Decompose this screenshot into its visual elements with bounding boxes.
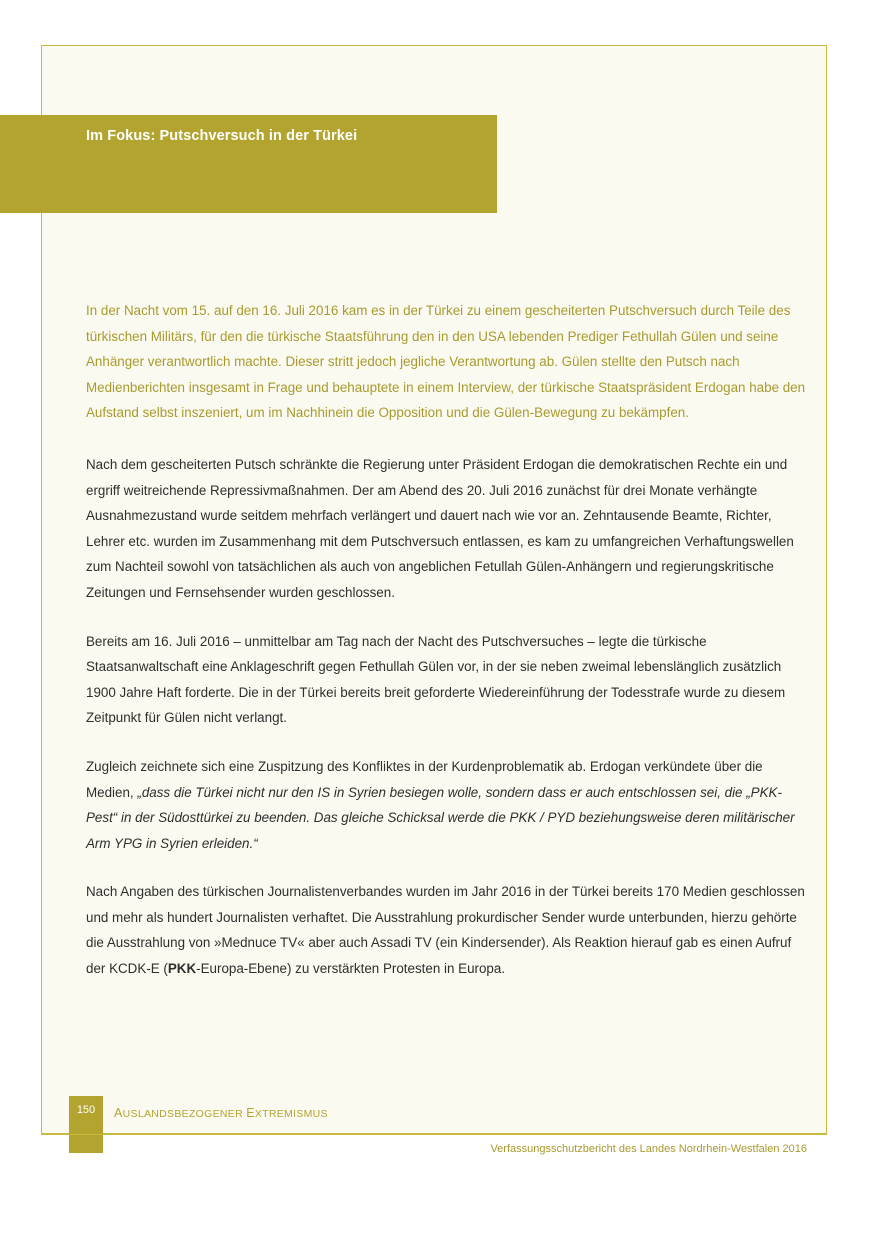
footer-page-number: 150	[76, 1104, 96, 1116]
body-text-column	[86, 298, 808, 1005]
footer-section-initial-1: A	[114, 1106, 123, 1120]
pkk-bold-term: PKK	[167, 961, 197, 977]
footer-section-rest-1: USLANDSBEZOGENER	[122, 1108, 247, 1120]
footer-section-label	[114, 1106, 328, 1120]
footer-report-title: Verfassungsschutzbericht des Landes Nordrhein-Westfalen 2016	[490, 1143, 807, 1155]
paragraph-body-2: Bereits am 16. Juli 2016 – unmittelbar am Tag nach der Nacht des Putschversuches – legte die türkische Staatsanwaltschaft eine Anklageschrift gegen Fethullah Gülen vor, in der sie neben zweimal lebenslänglich zusätzlich 1900 Jahre Haft forderte. Die in der Türkei bereits breit geforderte Wiedereinführung der Todesstrafe wurde zu diesem Zeitpunkt für Gülen nicht verlangt.	[86, 633, 786, 726]
paragraph-lead: In der Nacht vom 15. auf den 16. Juli 2016 kam es in der Türkei zu einem gescheiterten Putschversuch durch Teile des türkischen Militärs, für den die türkische Staatsführung den in den USA lebenden Prediger Fethullah Gülen und seine Anhänger verantwortlich machte. Dieser stritt jedoch jegliche Verantwortung ab. Gülen stellte den Putsch nach Medienberichten insgesamt in Frage und behauptete in einem Interview, der türkische Staatspräsident Erdogan habe den Aufstand selbst inszeniert, um im Nachhinein die Opposition und die Gülen-Bewegung zu bekämpfen.	[86, 303, 806, 421]
quote-italic-text: „dass die Türkei nicht nur den IS in Syrien besiegen wolle, sondern dass er auch entschlossen sei, die „PKK-Pest“ in der Südosttürkei zu beenden. Das gleiche Schicksal werde die PKK / PYD beziehungsweise deren militärischer Arm YPG in Syrien erleiden.“	[86, 784, 795, 851]
focus-box-title: Im Fokus: Putschversuch in der Türkei	[86, 128, 358, 144]
media-text-after: -Europa-Ebene) zu verstärkten Protesten in Europa.	[196, 961, 506, 977]
media-text-before: Nach Angaben des türkischen Journalistenverbandes wurden im Jahr 2016 in der Türkei bereits 170 Medien geschlossen und mehr als hundert Journalisten verhaftet. Die Ausstrahlung prokurdischer Sender wurde unterbunden, hierzu gehörte die Ausstrahlung von »Mednuce TV« aber auch Assadi TV (ein Kindersender). Als Reaktion hierauf gab es einen Aufruf der KCDK-E (	[86, 884, 805, 977]
paragraph-body-1: Nach dem gescheiterten Putsch schränkte die Regierung unter Präsident Erdogan die demokratischen Rechte ein und ergriff weitreichende Repressivmaßnahmen. Der am Abend des 20. Juli 2016 zunächst für drei Monate verhängte Ausnahmezustand wurde seitdem mehrfach verlängert und dauert nach wie vor an. Zehntausende Beamte, Richter, Lehrer etc. wurden im Zusammenhang mit dem Putschversuch entlassen, es kam zu umfangreichen Verhaftungswellen zum Nachteil sowohl von tatsächlichen als auch von angeblichen Fetullah Gülen-Anhängern und regierungskritische Zeitungen und Fernsehsender wurden geschlossen.	[86, 456, 794, 600]
footer-section-initial-2: E	[246, 1106, 255, 1120]
paragraph-quote	[86, 754, 808, 856]
paragraph-body-3	[86, 879, 808, 981]
footer-divider	[41, 1134, 827, 1135]
quote-intro-text: Zugleich zeichnete sich eine Zuspitzung des Konfliktes in der Kurdenproblematik ab. Erdogan verkündete über die Medien,	[86, 758, 763, 800]
footer-section-rest-2: XTREMISMUS	[254, 1108, 328, 1120]
